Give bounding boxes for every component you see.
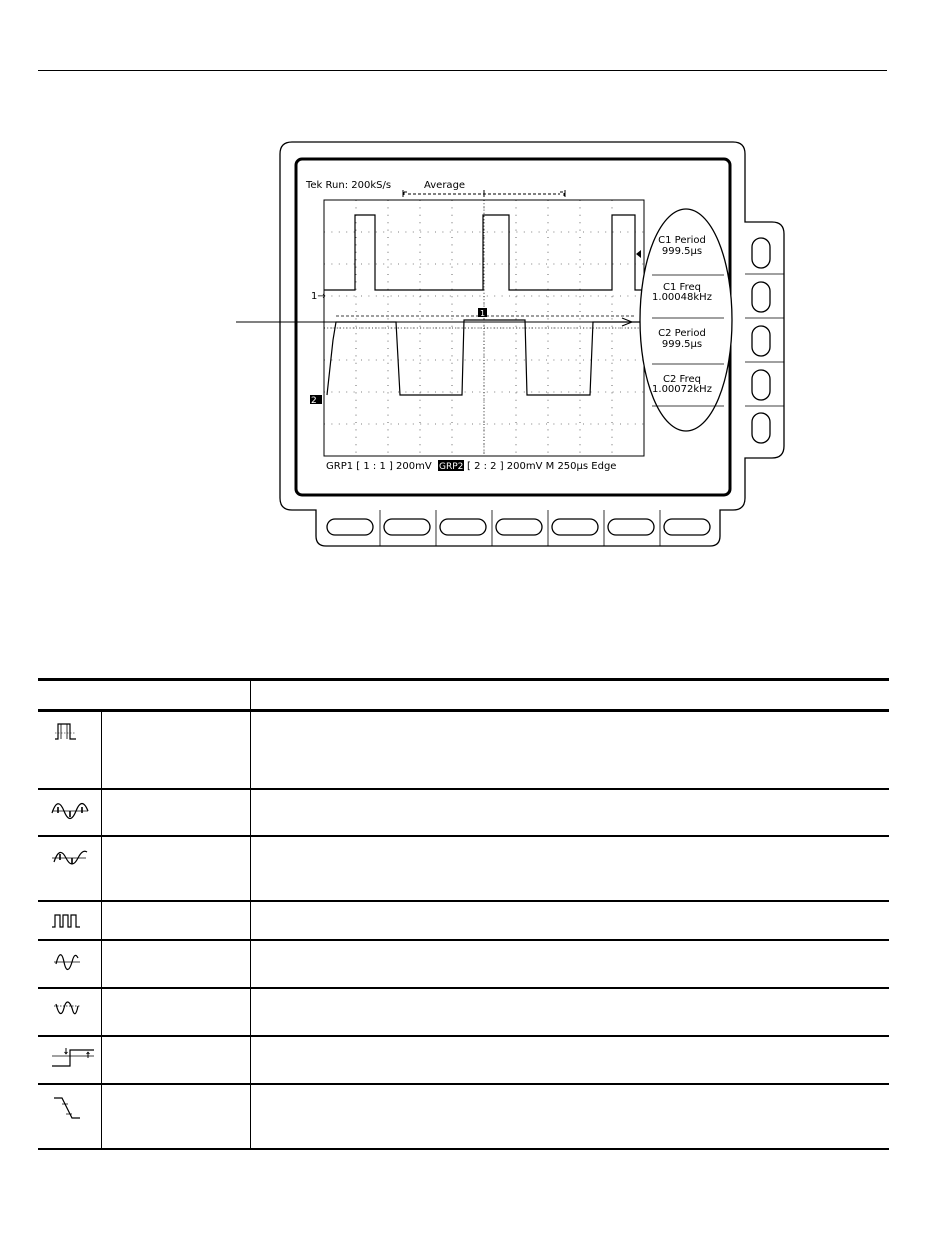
side-menu-button[interactable] bbox=[752, 282, 770, 312]
mean-icon bbox=[38, 989, 101, 1035]
table-row bbox=[38, 790, 889, 837]
acquisition-status: Tek Run: 200kS/s bbox=[306, 180, 392, 191]
rms-cycle-icon bbox=[38, 790, 101, 835]
pulse-width-icon bbox=[38, 712, 101, 788]
status-group2-label: GRP2 bbox=[439, 462, 464, 472]
measurement-label: C2 Period bbox=[658, 328, 706, 339]
bottom-menu-button[interactable] bbox=[384, 519, 430, 535]
column-divider bbox=[250, 790, 251, 835]
column-divider bbox=[250, 681, 251, 709]
column-divider bbox=[250, 902, 251, 939]
measurement-label: C2 Freq bbox=[663, 374, 701, 385]
rms-icon bbox=[38, 837, 101, 900]
table-header bbox=[38, 678, 889, 712]
measurement-value: 999.5µs bbox=[661, 246, 703, 257]
bottom-menu-button[interactable] bbox=[664, 519, 710, 535]
table-row bbox=[38, 837, 889, 902]
acquisition-mode: Average bbox=[424, 180, 466, 191]
bottom-menu-button[interactable] bbox=[327, 519, 373, 535]
table-row bbox=[38, 712, 889, 790]
column-divider bbox=[250, 712, 251, 788]
column-divider bbox=[250, 941, 251, 987]
status-group1: GRP1 [ 1 : 1 ] 200mV bbox=[326, 461, 432, 472]
measurement-value: 999.5µs bbox=[661, 339, 703, 350]
column-divider bbox=[101, 941, 102, 987]
bottom-menu-button[interactable] bbox=[608, 519, 654, 535]
status-group2: [ 2 : 2 ] 200mV M 250µs Edge bbox=[467, 461, 617, 472]
column-divider bbox=[250, 989, 251, 1035]
overshoot-icon bbox=[38, 1037, 101, 1083]
column-divider bbox=[101, 837, 102, 900]
measurement-label: C1 Freq bbox=[663, 282, 701, 293]
column-divider bbox=[250, 1037, 251, 1083]
measurement-table bbox=[38, 678, 889, 1150]
square-pulse-train-icon bbox=[38, 902, 101, 939]
side-menu-button[interactable] bbox=[752, 413, 770, 443]
ch1-ground-marker: 1→ bbox=[311, 291, 326, 302]
fall-time-icon bbox=[38, 1085, 101, 1148]
table-row bbox=[38, 1037, 889, 1085]
cycle-mean-icon bbox=[38, 941, 101, 987]
bottom-menu-button[interactable] bbox=[552, 519, 598, 535]
table-row bbox=[38, 989, 889, 1037]
trigger-marker: 1 bbox=[480, 309, 486, 318]
column-divider bbox=[101, 989, 102, 1035]
side-menu-button[interactable] bbox=[752, 238, 770, 268]
measurement-value: 1.00048kHz bbox=[652, 292, 712, 303]
ch2-ground-marker: 2 bbox=[311, 396, 317, 406]
column-divider bbox=[101, 1085, 102, 1148]
table-row bbox=[38, 902, 889, 941]
side-menu-button[interactable] bbox=[752, 370, 770, 400]
bottom-menu-button[interactable] bbox=[440, 519, 486, 535]
column-divider bbox=[101, 902, 102, 939]
side-menu-button[interactable] bbox=[752, 326, 770, 356]
table-row bbox=[38, 941, 889, 989]
column-divider bbox=[101, 790, 102, 835]
column-divider bbox=[250, 1085, 251, 1148]
bottom-menu-button[interactable] bbox=[496, 519, 542, 535]
table-row bbox=[38, 1085, 889, 1150]
column-divider bbox=[250, 837, 251, 900]
measurement-value: 1.00072kHz bbox=[652, 384, 712, 395]
oscilloscope-figure bbox=[0, 0, 950, 560]
measurement-label: C1 Period bbox=[658, 235, 706, 246]
column-divider bbox=[101, 1037, 102, 1083]
column-divider bbox=[101, 712, 102, 788]
